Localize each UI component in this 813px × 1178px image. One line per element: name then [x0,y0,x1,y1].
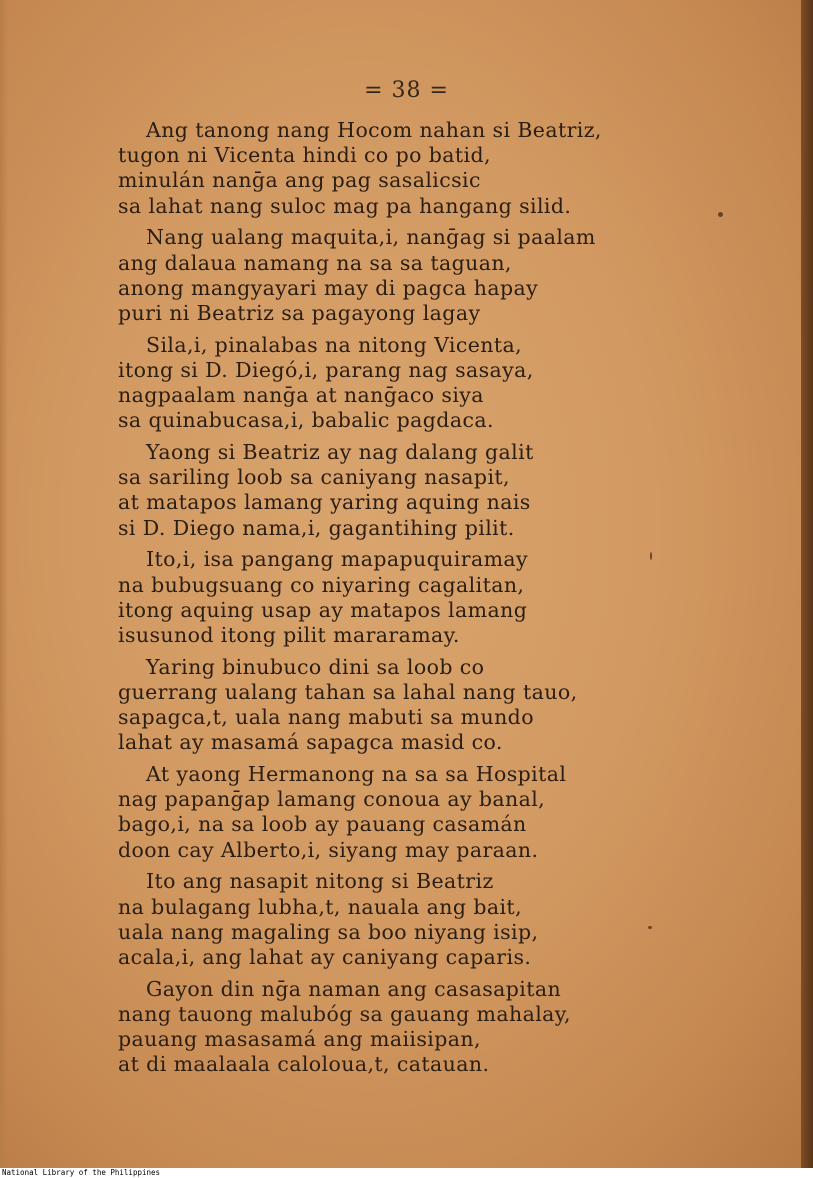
verse-line: nag papanḡap lamang conoua ay banal, [118,787,546,812]
verse-line: Ang tanong nang Hocom nahan si Beatriz, [146,118,602,142]
stanza [118,118,678,219]
verse-line: bago,i, na sa loob ay pauang casamán [118,812,527,837]
verse-line: lahat ay masamá sapagca masid co. [118,730,503,755]
verse-line: guerrang ualang tahan sa lahal nang tauo, [118,679,578,704]
verse-line: uala nang magaling sa boo niyang isip, [118,919,539,944]
verse-line: na bubugsuang co niyaring cagalitan, [118,572,525,597]
stanza [118,333,678,434]
stanza [118,869,678,970]
verse-line: at matapos lamang yaring aquing nais [118,490,531,515]
verse-line: sapagca,t, uala nang mabuti sa mundo [118,705,534,730]
verse-line: ang dalaua namang na sa sa taguan, [118,250,512,275]
verse-line: si D. Diego nama,i, gagantihing pilit. [118,515,515,540]
verse-line: Nang ualang maquita,i, nanḡag si paalam [146,225,596,250]
verse-line: Ito,i, isa pangang mapapuquiramay [146,547,529,572]
verse-line: minulán nanḡa ang pag sasalicsic [118,168,481,193]
ink-spot [718,212,723,217]
verse-line: itong aquing usap ay matapos lamang [118,597,528,622]
page-left-edge [0,0,8,1168]
stanza [118,225,678,326]
verse-line: sa lahat nang suloc mag pa hangang silid. [118,193,572,218]
verse-line: Yaring binubuco dini sa loob co [146,654,485,679]
verse-line: na bulagang lubha,t, nauala ang bait, [118,894,522,919]
library-credit: National Library of the Philippines [2,1168,161,1177]
verse-line: Yaong si Beatriz ay nag dalang galit [146,440,534,465]
stanza [118,547,678,648]
stanza [118,440,678,541]
verse-line: Sila,i, pinalabas na nitong Vicenta, [146,332,523,357]
verse-line: at di maalaala caloloua,t, catauan. [118,1052,490,1077]
verse-line: sa sariling loob sa caniyang nasapit, [118,465,510,490]
verse-line: isusunod itong pilit mararamay. [118,622,460,647]
verse-line: sa quinabucasa,i, babalic pagdaca. [118,408,494,433]
verse-line: pauang masasamá ang maiisipan, [118,1027,481,1052]
stanza [118,977,678,1078]
verse-line: puri ni Beatriz sa pagayong lagay [118,300,481,325]
stanza [118,762,678,863]
verse-line: nagpaalam nanḡa at nanḡaco siya [118,383,484,408]
verse-line: acala,i, ang lahat ay caniyang caparis. [118,944,532,969]
page-binding-edge [801,0,813,1168]
verse-line: tugon ni Vicenta hindi co po batid, [118,143,491,168]
verse-line: anong mangyayari may di pagca hapay [118,275,539,300]
verse-line: itong si D. Diegó,i, parang nag sasaya, [118,357,534,382]
stanza [118,655,678,756]
footer-bar [0,1168,813,1178]
verse-line: nang tauong malubóg sa gauang mahalay, [118,1001,571,1026]
verse-line: Ito ang nasapit nitong si Beatriz [146,869,494,894]
verse-line: At yaong Hermanong na sa sa Hospital [146,762,567,787]
verse-line: Gayon din nḡa naman ang casasapitan [146,976,562,1001]
page-number: = 38 = [364,78,449,103]
verse-line: doon cay Alberto,i, siyang may paraan. [118,837,539,862]
poem-body [118,118,678,1084]
